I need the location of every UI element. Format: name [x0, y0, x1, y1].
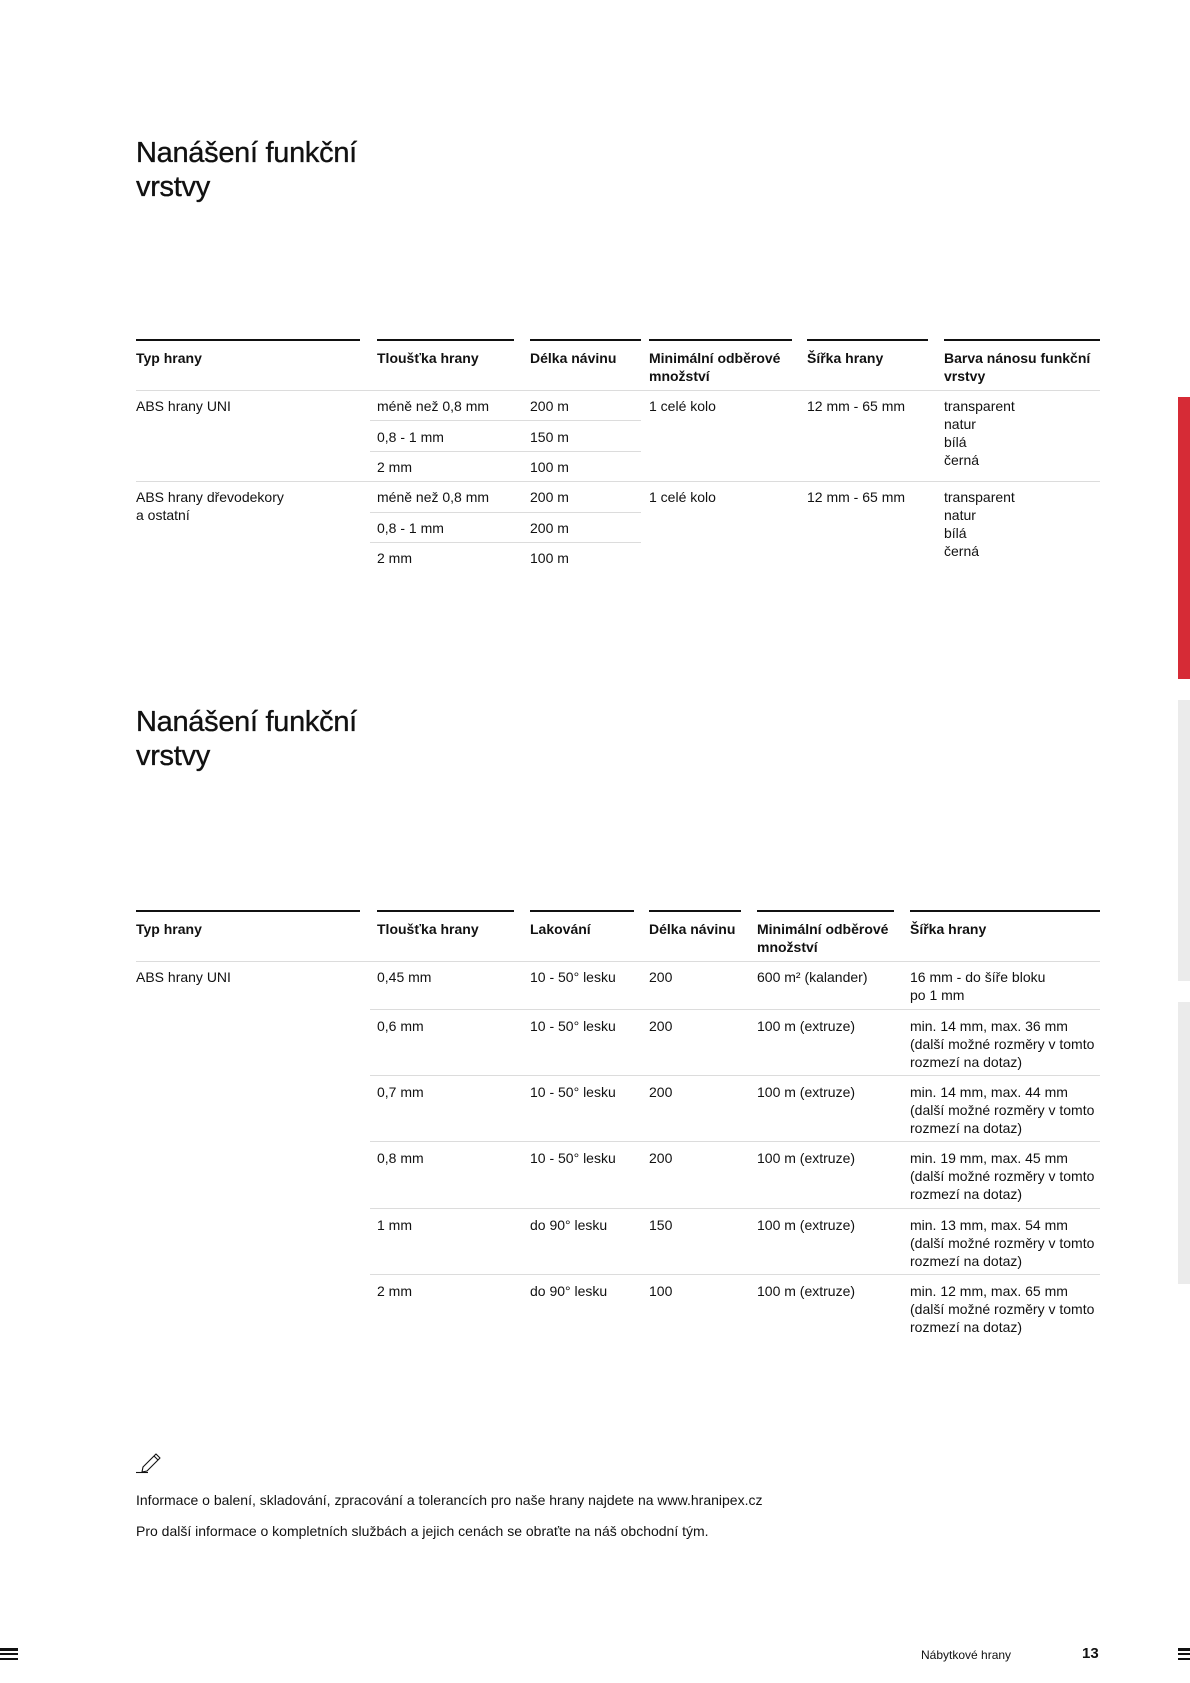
s2-header-lacquer: Lakování: [530, 910, 634, 938]
s2-divider: [370, 1141, 1100, 1142]
s2-r1-minqty: 600 m² (kalander): [757, 969, 868, 985]
s2-r6-width: min. 12 mm, max. 65 mm (další možné rozměry v tomto rozmezí na dotaz): [910, 1283, 1095, 1335]
s2-r4-thickness: 0,8 mm: [377, 1150, 424, 1166]
s1-g2-r2-length: 200 m: [530, 520, 569, 536]
s2-r2-thickness: 0,6 mm: [377, 1018, 424, 1034]
s2-r2-lacquer: 10 - 50° lesku: [530, 1018, 616, 1034]
s1-g2-r1-thickness: méně než 0,8 mm: [377, 489, 490, 505]
s2-r3-thickness: 0,7 mm: [377, 1084, 424, 1100]
s2-header-type: Typ hrany: [136, 910, 360, 938]
s2-divider: [370, 1274, 1100, 1275]
s2-r6-thickness: 2 mm: [377, 1283, 412, 1299]
pencil-icon: [136, 1448, 166, 1474]
s1-divider: [370, 542, 641, 543]
s1-g2-colors: transparent natur bílá černá: [944, 489, 1015, 559]
s1-divider: [136, 390, 1100, 391]
s2-divider: [370, 1075, 1100, 1076]
s1-g2-r3-length: 100 m: [530, 550, 569, 566]
s1-g1-r3-thickness: 2 mm: [377, 459, 412, 475]
s1-divider: [370, 451, 641, 452]
s2-r5-thickness: 1 mm: [377, 1217, 412, 1233]
section1-title: Nanášení funkční vrstvy: [136, 137, 357, 203]
s1-g2-minqty: 1 celé kolo: [649, 489, 716, 505]
s2-header-minqty: Minimální odběrové množství: [757, 910, 894, 956]
s2-r3-length: 200: [649, 1084, 673, 1100]
s1-g2-r1-length: 200 m: [530, 489, 569, 505]
s2-r5-lacquer: do 90° lesku: [530, 1217, 608, 1233]
page-number: 13: [1082, 1645, 1099, 1662]
s1-divider: [370, 512, 641, 513]
s1-g1-r1-length: 200 m: [530, 398, 569, 414]
s1-header-minqty: Minimální odběrové množství: [649, 339, 792, 385]
s2-header-thickness: Tloušťka hrany: [377, 910, 514, 938]
s1-g1-r2-length: 150 m: [530, 429, 569, 445]
s1-g1-type: ABS hrany UNI: [136, 398, 231, 414]
s2-r6-lacquer: do 90° lesku: [530, 1283, 608, 1299]
s1-header-type: Typ hrany: [136, 339, 360, 367]
s2-divider: [370, 1208, 1100, 1209]
s2-r1-width: 16 mm - do šíře bloku po 1 mm: [910, 969, 1046, 1003]
s2-divider: [370, 1009, 1100, 1010]
s2-r3-width: min. 14 mm, max. 44 mm (další možné rozměry v tomto rozmezí na dotaz): [910, 1084, 1095, 1136]
s1-g2-r2-thickness: 0,8 - 1 mm: [377, 520, 444, 536]
s2-r4-lacquer: 10 - 50° lesku: [530, 1150, 616, 1166]
s2-r3-minqty: 100 m (extruze): [757, 1084, 856, 1100]
s1-header-length: Délka návinu: [530, 339, 641, 367]
s2-r5-length: 150: [649, 1217, 673, 1233]
menu-icon-right[interactable]: [1178, 1648, 1190, 1660]
s1-g1-r3-length: 100 m: [530, 459, 569, 475]
s2-r6-minqty: 100 m (extruze): [757, 1283, 856, 1299]
s2-r1-lacquer: 10 - 50° lesku: [530, 969, 616, 985]
s2-header-length: Délka návinu: [649, 910, 741, 938]
s2-r4-width: min. 19 mm, max. 45 mm (další možné rozměry v tomto rozmezí na dotaz): [910, 1150, 1095, 1202]
footer-section-label: Nábytkové hrany: [921, 1648, 1012, 1662]
s2-r5-minqty: 100 m (extruze): [757, 1217, 856, 1233]
s1-header-color: Barva nánosu funkční vrstvy: [944, 339, 1100, 385]
s1-g2-type: ABS hrany dřevodekory a ostatní: [136, 489, 284, 523]
s1-divider: [370, 420, 641, 421]
s1-header-thickness: Tloušťka hrany: [377, 339, 514, 367]
s2-r5-width: min. 13 mm, max. 54 mm (další možné rozměry v tomto rozmezí na dotaz): [910, 1217, 1095, 1269]
menu-icon[interactable]: [0, 1648, 18, 1660]
s1-g2-width: 12 mm - 65 mm: [807, 489, 906, 505]
s1-g1-r1-thickness: méně než 0,8 mm: [377, 398, 490, 414]
s2-type: ABS hrany UNI: [136, 969, 231, 985]
s1-g1-width: 12 mm - 65 mm: [807, 398, 906, 414]
section2-title: Nanášení funkční vrstvy: [136, 706, 357, 772]
note-line-2: Pro další informace o kompletních službách a jejich cenách se obraťte na náš obchodní tým.: [136, 1523, 709, 1539]
s2-r3-lacquer: 10 - 50° lesku: [530, 1084, 616, 1100]
note-line-1: Informace o balení, skladování, zpracování a tolerancích pro naše hrany najdete na www.hranipex.cz: [136, 1492, 763, 1508]
s2-r2-length: 200: [649, 1018, 673, 1034]
s1-divider: [136, 481, 1100, 482]
s2-divider: [136, 961, 1100, 962]
s2-r2-minqty: 100 m (extruze): [757, 1018, 856, 1034]
s1-g1-r2-thickness: 0,8 - 1 mm: [377, 429, 444, 445]
tab-inactive-1[interactable]: [1178, 700, 1190, 981]
s2-r4-length: 200: [649, 1150, 673, 1166]
s2-header-width: Šířka hrany: [910, 910, 1100, 938]
s2-r4-minqty: 100 m (extruze): [757, 1150, 856, 1166]
s2-r2-width: min. 14 mm, max. 36 mm (další možné rozměry v tomto rozmezí na dotaz): [910, 1018, 1095, 1070]
s2-r6-length: 100: [649, 1283, 673, 1299]
tab-active-accent[interactable]: [1178, 397, 1190, 679]
s1-header-width: Šířka hrany: [807, 339, 928, 367]
s1-g2-r3-thickness: 2 mm: [377, 550, 412, 566]
s1-g1-minqty: 1 celé kolo: [649, 398, 716, 414]
s2-r1-length: 200: [649, 969, 673, 985]
s1-g1-colors: transparent natur bílá černá: [944, 398, 1015, 468]
tab-inactive-2[interactable]: [1178, 1002, 1190, 1284]
s2-r1-thickness: 0,45 mm: [377, 969, 432, 985]
